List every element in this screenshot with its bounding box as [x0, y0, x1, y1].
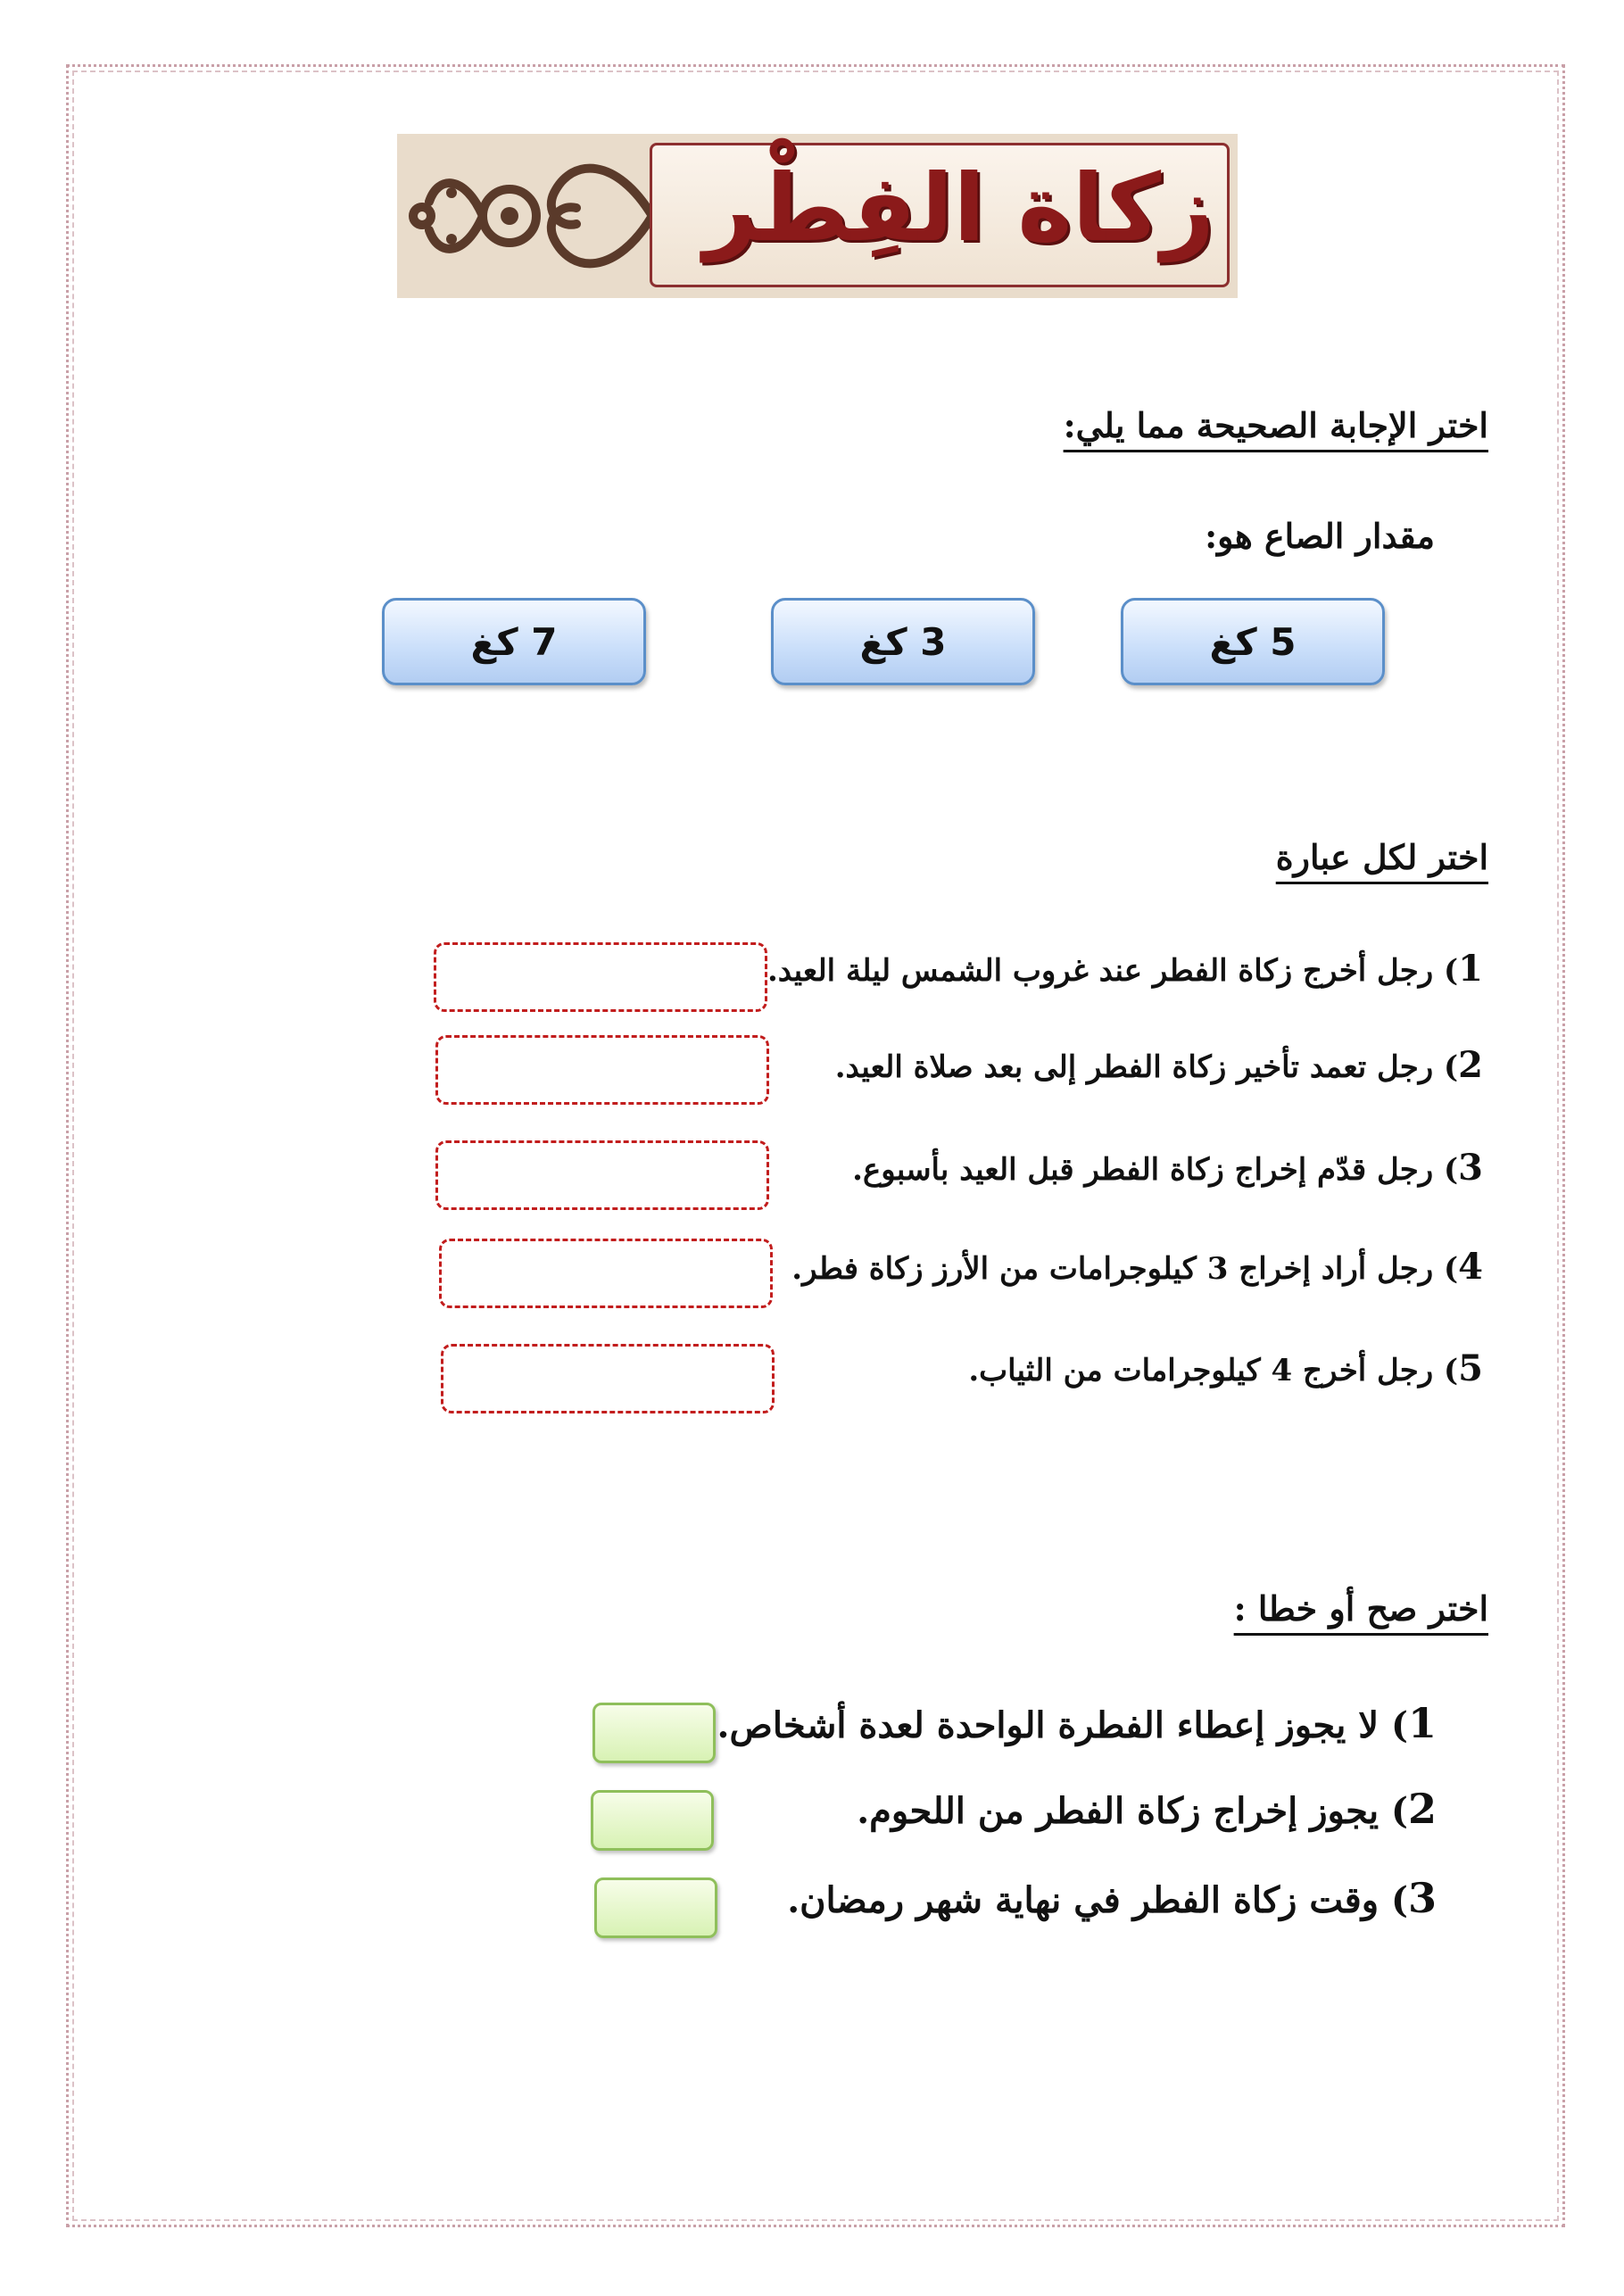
tf-number: 1 [1407, 1699, 1437, 1747]
page-title: زكاة الفِطْر [703, 153, 1214, 262]
section3-heading: اختر صح أو خطا : [1233, 1588, 1488, 1629]
answer-box-3[interactable] [435, 1140, 769, 1210]
statement-5: 5) رجل أخرج 4 كيلوجرامات من الثياب. [968, 1347, 1483, 1389]
statement-number: 4 [1458, 1246, 1483, 1288]
statement-number: 3 [1458, 1147, 1483, 1189]
tf-answer-box-3[interactable] [594, 1877, 717, 1938]
question-text: مقدار الصاع هو: [1205, 516, 1435, 556]
ornament-icon [402, 139, 661, 293]
statement-4: 4) رجل أراد إخراج 3 كيلوجرامات من الأرز زكاة فطر. [791, 1246, 1483, 1288]
section1-heading: اختر الإجابة الصحيحة مما يلي: [1063, 405, 1488, 445]
statement-text: رجل أراد إخراج 3 كيلوجرامات من الأرز زكاة فطر. [791, 1251, 1434, 1287]
title-banner [397, 134, 1238, 298]
statement-text: رجل أخرج زكاة الفطر عند غروب الشمس ليلة العيد. [766, 953, 1434, 989]
answer-box-1[interactable] [434, 942, 767, 1012]
tf-statement-1: 1) لا يجوز إعطاء الفطرة الواحدة لعدة أشخاص. [717, 1699, 1437, 1747]
answer-box-2[interactable] [435, 1035, 769, 1105]
choice-button-2[interactable]: 3 كغ [771, 598, 1035, 685]
statement-1: 1) رجل أخرج زكاة الفطر عند غروب الشمس ليلة العيد. [766, 948, 1483, 990]
statement-number: 2 [1458, 1044, 1483, 1086]
choice-button-1[interactable]: 5 كغ [1121, 598, 1385, 685]
choice-button-3[interactable]: 7 كغ [382, 598, 646, 685]
statement-2: 2) رجل تعمد تأخير زكاة الفطر إلى بعد صلاة العيد. [834, 1044, 1483, 1086]
tf-statement-2: 2) يجوز إخراج زكاة الفطر من اللحوم. [857, 1785, 1437, 1833]
statement-number: 5 [1458, 1347, 1483, 1389]
tf-number: 2 [1407, 1785, 1437, 1833]
tf-statement-3: 3) وقت زكاة الفطر في نهاية شهر رمضان. [787, 1874, 1437, 1922]
statement-3: 3) رجل قدّم إخراج زكاة الفطر قبل العيد بأسبوع. [852, 1147, 1483, 1189]
tf-answer-box-1[interactable] [592, 1703, 716, 1763]
section2-heading: اختر لكل عبارة [1275, 837, 1488, 877]
statement-text: رجل تعمد تأخير زكاة الفطر إلى بعد صلاة العيد. [834, 1049, 1434, 1085]
statement-text: رجل قدّم إخراج زكاة الفطر قبل العيد بأسبوع. [852, 1152, 1434, 1188]
tf-number: 3 [1407, 1874, 1437, 1922]
statement-text: رجل أخرج 4 كيلوجرامات من الثياب. [968, 1353, 1434, 1388]
tf-text: وقت زكاة الفطر في نهاية شهر رمضان. [787, 1879, 1380, 1921]
tf-text: لا يجوز إعطاء الفطرة الواحدة لعدة أشخاص. [717, 1704, 1380, 1746]
answer-box-5[interactable] [441, 1344, 775, 1413]
tf-text: يجوز إخراج زكاة الفطر من اللحوم. [857, 1790, 1380, 1832]
tf-answer-box-2[interactable] [591, 1790, 714, 1851]
answer-box-4[interactable] [439, 1239, 773, 1308]
statement-number: 1 [1458, 948, 1483, 990]
